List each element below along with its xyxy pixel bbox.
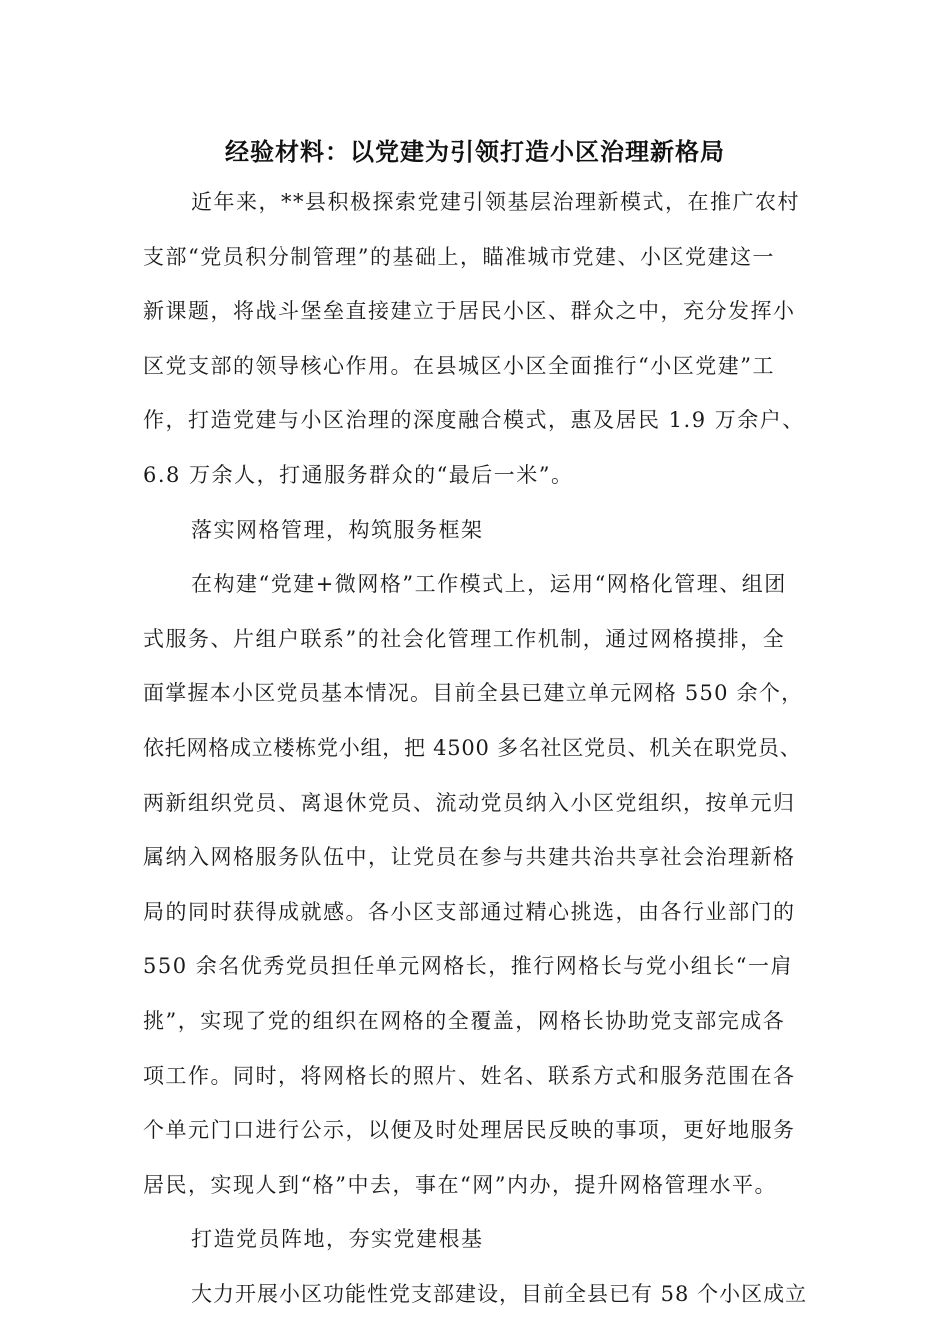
paragraph-line: 在构建“党建+微网格”工作模式上，运用“网格化管理、组团 <box>191 572 787 597</box>
paragraph-line: 挑”，实现了党的组织在网格的全覆盖，网格长协助党支部完成各 <box>143 1008 786 1033</box>
paragraph-line: 550 余名优秀党员担任单元网格长，推行网格长与党小组长“一肩 <box>143 954 793 979</box>
paragraph-line: 面掌握本小区党员基本情况。目前全县已建立单元网格 550 余个， <box>143 681 804 706</box>
section-heading: 打造党员阵地，夯实党建根基 <box>191 1227 484 1252</box>
paragraph-line: 新课题，将战斗堡垒直接建立于居民小区、群众之中，充分发挥小 <box>143 299 796 324</box>
paragraph-line: 项工作。同时，将网格长的照片、姓名、联系方式和服务范围在各 <box>143 1063 796 1088</box>
paragraph-line: 两新组织党员、离退休党员、流动党员纳入小区党组织，按单元归 <box>143 790 796 815</box>
paragraph-line: 大力开展小区功能性党支部建设，目前全县已有 58 个小区成立 <box>191 1281 808 1306</box>
paragraph-line: 支部“党员积分制管理”的基础上，瞄准城市党建、小区党建这一 <box>143 244 775 269</box>
paragraph-line: 近年来，**县积极探索党建引领基层治理新模式，在推广农村 <box>191 190 800 214</box>
paragraph-line: 局的同时获得成就感。各小区支部通过精心挑选，由各行业部门的 <box>143 899 796 924</box>
section-heading: 落实网格管理，构筑服务框架 <box>191 517 484 542</box>
paragraph-line: 6.8 万余人，打通服务群众的“最后一米”。 <box>143 462 574 487</box>
paragraph-line: 个单元门口进行公示，以便及时处理居民反映的事项，更好地服务 <box>143 1118 796 1143</box>
document-body <box>143 182 807 1328</box>
paragraph-line: 式服务、片组户联系”的社会化管理工作机制，通过网格摸排，全 <box>143 626 786 651</box>
paragraph-line: 属纳入网格服务队伍中，让党员在参与共建共治共享社会治理新格 <box>143 845 796 870</box>
paragraph-line: 依托网格成立楼栋党小组，把 4500 多名社区党员、机关在职党员、 <box>143 735 802 760</box>
paragraph-line: 作，打造党建与小区治理的深度融合模式，惠及居民 1.9 万余户、 <box>143 408 805 433</box>
paragraph-line: 居民，实现人到“格”中去，事在“网”内办，提升网格管理水平。 <box>143 1172 777 1197</box>
document-title: 经验材料：以党建为引领打造小区治理新格局 <box>225 137 725 166</box>
paragraph-line: 区党支部的领导核心作用。在县城区小区全面推行“小区党建”工 <box>143 353 775 378</box>
